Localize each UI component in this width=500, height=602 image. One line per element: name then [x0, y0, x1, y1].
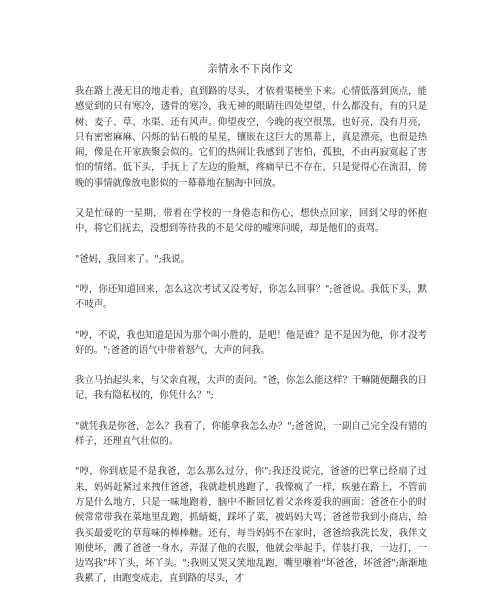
document-title: 亲情永不下岗作文: [207, 63, 293, 75]
paragraph: 我立马抬起头来，与父亲直视，大声的责问。"爸，你怎么能这样？干嘛随便翻我的日记，我有隐私权的，你凭什么？";: [75, 375, 427, 402]
paragraph: 又是忙碌的一星期，带着在学校的一身倦态和伤心，想快点回家，回到父母的怀抱中，将它们抚去，没想到等待我的不是父母的嘘寒问暖，却是他们的责骂。: [75, 208, 427, 235]
paragraph: "哼，不说，我也知道是因为那个叫小胜的，是吧！他是谁？是不是因为他，你才没考好的。";爸爸的语气中带着怒气，大声的问我。: [75, 329, 427, 356]
paragraph: 我在路上漫无目的地走着，直到路的尽头，才依着渠梗坐下来。心情低落到顶点，能感觉到的只有寒冷，透骨的寒冷，我无神的眼睛往四处望望，什么都没有，有的只是树、麦子、草、水渠、还有风声。仰望夜空，今晚的夜空很黑，也好亮，没有月亮，只有密密麻麻、闪烁的钻石般的星星，镶嵌在这巨大的黑幕上，真是漂亮，也很是热闹，像是在开家族聚会似的。它们的热闹让我感到了害怕，孤独，不由再寂寞起了害怕的情绪。低下头，手抚上了左边的脸颊，疼痛早已不存在，只是觉得心在流泪，傍晚的事情就像放电影似的一幕幕地在脑海中回放。: [75, 86, 427, 189]
paragraph: "就凭我是你爸，怎么？我看了，你能拿我怎么办？";爸爸说，一副自己完全没有错的样子，还理直气壮似的。: [75, 420, 427, 448]
paragraph: "哼，你到底是不是我爸，怎么那么过分，你";我还没说完，爸爸的巴掌已经扇了过来，妈妈赶紧过来拽住爸爸，我就趁机逃跑了，我像疯了一样，疾驰在路上，不管前方是什么地方，只是一味地跑着，脑中不断回忆着父亲疼爱我的画面：爸爸在小的时候常常带我在菜地里乱跑，抓蜻蜓，踩坏了菜，被妈妈大骂；爸爸带我到小商店，给我买最爱吃的草莓味的棒棒糖。还有，每当妈妈不在家时，爸爸给我洗长发，我伴文刚使坏，溅了爸爸一身水，弄湿了他的衣服，他就会举起手，佯装打我，一边打，一边骂我"坏丫头，坏丫头。";我则又哭又笑地乱跑，嘴里嚷着"坏爸爸，坏爸爸";渐渐地我累了，由跑变成走，直到路的尽头，才: [75, 466, 427, 585]
paragraph: "哼，你还知道回来，怎么这次考试又没考好，你怎么回事？";爸爸说。我低下头，默不吱声。: [75, 283, 427, 311]
paragraph: "爸妈，我回来了。";我说。: [75, 253, 190, 265]
document-body: [75, 84, 427, 602]
